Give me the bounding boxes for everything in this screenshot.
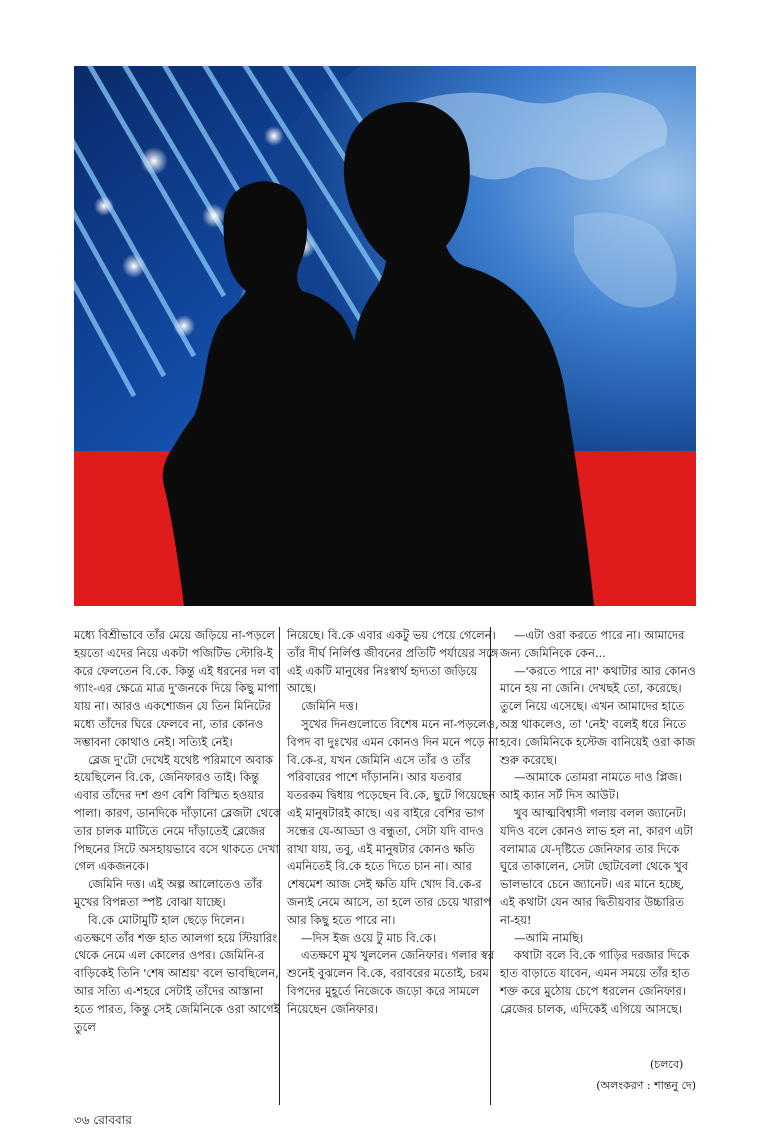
paragraph: কথাটা বলে বি.কে গাড়ির দরজার দিকে হাত বাড়াতে যাবেন, এমন সময়ে তাঁর হাত শক্ত করে মুঠোয় চেপে ধরলেন জেনিফার। ব্লেজের চালক, এদিকেই এগিয়ে আসছে। — [500, 948, 690, 1016]
paragraph: খুব আত্মবিশ্বাসী গলায় বলল জ্যানেট। যদিও বলে কোনও লাভ হল না, কারণ এটা বলামাত্র যে-দৃষ্টিতে জেনিফার তার দিকে ঘুরে তাকালেন, সেটা ছোটবেলা থেকে খুব ভালভাবে চেনে জ্যানেট। এর মানে হচ্ছে, এই কথাটা যেন আর দ্বিতীয়বার উচ্চারিত না-হয়! — [500, 805, 693, 927]
paragraph: এতক্ষণে মুখ খুললেন জেনিফার। গলার স্বর শুনেই বুঝলেন বি.কে, বরাবরের মতোই, চরম বিপদের মুহূর্তে নিজেকে জড়ো করে সামলে নিয়েছেন জেনিফার। — [287, 948, 495, 1016]
text-column-3 — [500, 627, 696, 1019]
paragraph: জেমিনি দত্ত। এই অল্প আলোতেও তাঁর মুখের বিপন্নতা স্পষ্ট বোঝা যাচ্ছে। — [74, 877, 263, 909]
text-column-2 — [287, 627, 499, 1019]
paragraph: ব্লেজ দু'টো দেখেই যথেষ্ট পরিমাণে অবাক হয়েছিলেন বি.কে, জেনিফারও তাই। কিন্তু এবার তাঁদের দশ গুণ বেশি বিস্মিত হওয়ার পালা। কারণ, ডানদিকে দাঁড়ানো ব্লেজটা থেকে তার চালক মাটিতে নেমে দাঁড়াতেই ব্লেজের পিছনের সিটে অসহায়ভাবে বসে থাকতে দেখা গেল একজনকে। — [74, 752, 281, 874]
page-footer: ৩৬ রোববার — [74, 1113, 132, 1127]
paragraph: সুখের দিনগুলোতে বিশেষ মনে না-পড়লেও, বিপদ বা দুঃখের এমন কোনও দিন মনে পড়ে না বি.কে-র, যখন জেমিনি এসে তাঁর ও তাঁর পরিবারের পাশে দাঁড়াননি। আর যতবার যতরকম দ্বিধায় পড়েছেন বি.কে, ছুটে গিয়েছেন এই মানুষটারই কাছে। এর বাইরে বেশির ভাগ সন্ধের যে-আড্ডা ও বন্ধুতা, সেটা যদি বাদও রাখা যায়, তবু, এই মানুষটার কোনও ক্ষতি এমনিতেই বি.কে হতে দিতে চান না। আর শেষমেশ আজ সেই ক্ষতি যদি খোদ বি.কে-র জন্যই নেমে আসে, তা হলে তার চেয়ে খারাপ আর কিছু হতে পারে না। — [287, 716, 499, 927]
paragraph: —দিস ইজ ওয়ে টু মাচ বি.কে। — [301, 930, 437, 945]
paragraph: জেমিনি দত্ত। — [301, 699, 358, 714]
text-column-1 — [74, 627, 286, 1036]
paragraph: —এটা ওরা করতে পারে না। আমাদের জন্য জেমিনিকে কেন... — [500, 628, 685, 660]
paragraph: —'করতে পারে না' কথাটার আর কোনও মানে হয় না জেনি। দেখছই তো, করেছে। তুলে নিয়ে এসেছে। এখন আমাদের হাতে অস্ত্র থাকলেও, তা 'নেই' বলেই ধরে নিতে হবে। জেমিনিকে হস্টেজ বানিয়েই ওরা কাজ শুরু করেছে। — [500, 663, 696, 767]
silhouette-couple-illustration — [74, 66, 696, 606]
paragraph: মধ্যে বিশ্রীভাবে তাঁর মেয়ে জড়িয়ে না-পড়লে হয়তো এদের নিয়ে একটা পজিটিভ স্টোরি-ই করে ফেলতেন বি.কে. কিন্তু এই ধরনের দল বা গ্যাং-এর ক্ষেত্রে মাত্র দু'জনকে দিয়ে কিছু মাপা যায় না। আরও একশোজন যে তিন মিনিটের মধ্যে তাঁদের ঘিরে ফেলবে না, তার কোনও সম্ভাবনা কোথাও নেই। সত্যিই নেই। — [74, 628, 279, 749]
to-be-continued: (চলবে) — [650, 1058, 684, 1071]
paragraph: —আমাকে তোমরা নামতে দাও প্লিজ। আই ক্যান সর্ট দিস আউট। — [500, 770, 682, 803]
paragraph: —আমি নামছি। — [514, 930, 584, 945]
paragraph: বি.কে মোটামুটি হাল ছেড়ে দিলেন। এতক্ষণে তাঁর শক্ত হাত আলগা হয়ে স্টিয়ারিং থেকে নেমে এল কোলের ওপর। জেমিনি-র বাড়িকেই তিনি 'শেষ আশ্রয়' বলে ভাবছিলেন, আর সত্যি এ-শহরে সেটাই তাঁদের আস্তানা হতে পারত, কিন্তু সেই জেমিনিকে ওরা আগেই তুলে — [74, 912, 280, 1034]
illustration-credit: (অলংকরণ : শান্তনু দে) — [596, 1079, 696, 1092]
paragraph: নিয়েছে। বি.কে এবার একটু ভয় পেয়ে গেলেন। তাঁর দীর্ঘ নির্লিপ্ত জীবনের প্রতিটি পর্যায়ের সঙ্গে এই একটি মানুষের নিঃস্বার্থ হৃদ্যতা জড়িয়ে আছে। — [287, 628, 499, 696]
story-illustration — [74, 66, 696, 606]
